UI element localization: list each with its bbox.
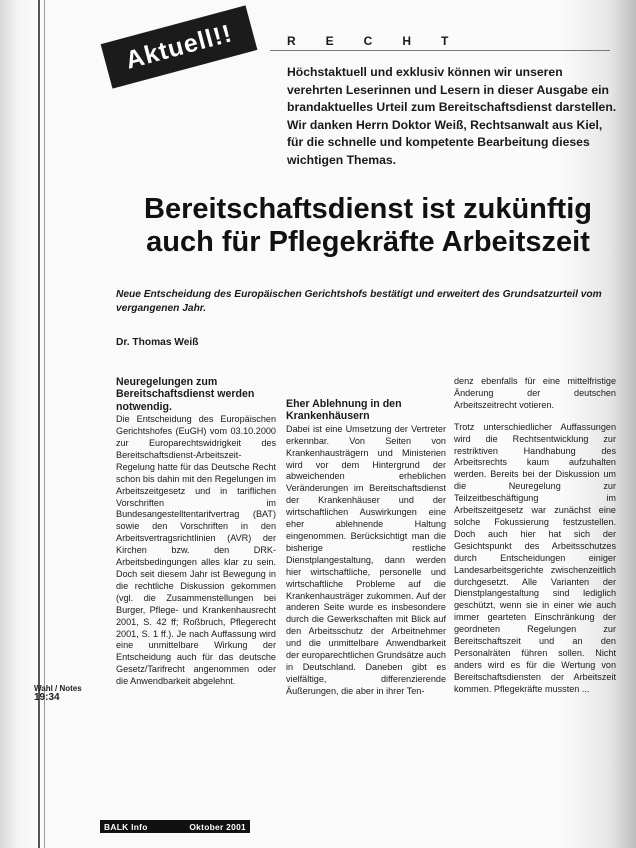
margin-note-line-1: Wahl / Notes bbox=[34, 684, 82, 693]
section-divider bbox=[270, 50, 610, 51]
article-column-1 bbox=[116, 376, 276, 688]
margin-handwriting bbox=[34, 684, 98, 702]
footer-publication: BALK Info bbox=[104, 821, 148, 832]
article-subheadline: Neue Entscheidung des Europäischen Gerichtshofs bestätigt und erweitert des Grundsatzurteil vom vergangenen Jahr. bbox=[116, 289, 602, 314]
margin-note-line-2: 19:34 bbox=[34, 692, 60, 703]
stamp-text: Aktuell!! bbox=[122, 18, 236, 75]
column-2-spacer bbox=[286, 376, 446, 398]
binding-line bbox=[44, 0, 45, 848]
column-3-paragraph-2: Trotz unterschiedlicher Auffassungen wird die Rechtsentwicklung zur restriktiven Handhabung des Arbeitsrechts kaum aufzuhalten werden. Bereits bei der Diskussion um die Neuregelung zur Teilzeitbeschäftigung im Arbeitszeitgesetz war zunächst eine solche Fokussierung festzustellen. Doch auch hier hat sich der Gesichtspunkt des Arbeitsschutzes durch Entscheidungen einiger Landesarbeitsgerichte zwischenzeitlich durchgesetzt. Alle Varianten der Dienstplangestaltung sind lediglich geschützt, wenn sie in einer wie auch immer gearteten Einschränkung der geordneten Regelungen zur Bereitschaftszeit und an den Personalräten führen sollen. Nicht anders wird es für die Wertung von Bereitschaftsdiensten der Arbeitszeit kommen. Pflegekräfte mussten ... bbox=[454, 421, 616, 694]
binding-shadow bbox=[38, 0, 40, 848]
column-1-heading: Neuregelungen zum Bereitschaftsdienst werden notwendig. bbox=[116, 376, 255, 413]
column-2-heading: Eher Ablehnung in den Krankenhäusern bbox=[286, 398, 402, 423]
intro-paragraph: Höchstaktuell und exklusiv können wir unseren verehrten Leserinnen und Lesern in dieser Ausgabe ein brandaktuelles Urteil zum Bereitschaftsdienst darstellen. Wir danken Herrn Doktor Weiß, Rechtsanwalt aus Kiel, für die schnelle und kompetente Bearbeitung dieses wichtigen Themas. bbox=[287, 65, 617, 167]
footer-date: Oktober 2001 bbox=[189, 821, 246, 832]
page-footer bbox=[100, 820, 250, 833]
section-label: RECHT bbox=[287, 34, 479, 48]
article-column-3 bbox=[454, 376, 616, 696]
article-author: Dr. Thomas Weiß bbox=[116, 337, 199, 348]
column-1-text: Die Entscheidung des Europäischen Gerichtshofes (EuGH) vom 03.10.2000 zur Europarechtswidrigkeit des Bereitschaftsdienst-Arbeitszeit-Regelung hatte für das Deutsche Recht schon bis dahin mit den Regelungen im Arbeitszeitgesetz und in tariflichen Vorschriften im Bundesangestelltentarifvertrag (BAT) sowie den Vorschriften in den Arbeitsvertragsrichtlinien (AVR) der Kirchen bzw. den DRK-Arbeitsbedingungen alles klar zu sein. Doch seit diesem Jahr ist Bewegung in die rechtliche Diskussion gekommen (vgl. die Zusammenstellungen bei Burger, Pflege- und Krankenhausrecht 2001, S. 42 ff; Roßbruch, Pflegerecht 2001, S. 1 ff.). Je nach Auffassung wird eine unmittelbare Wirkung der Entscheidung auch für das deutsche Gesetz/Tarifrecht angenommen oder die Anwendbarkeit abgelehnt. bbox=[116, 414, 276, 687]
article-headline: Bereitschaftsdienst ist zukünftig auch für Pflegekräfte Arbeitszeit bbox=[144, 193, 592, 258]
column-2-text: Dabei ist eine Umsetzung der Vertreter erkennbar. Von Seiten von Krankenhausträgern und Ministerien wird vor dem Hintergrund der abweichenden erheblichen Veränderungen im Bereitschaftsdienst der Krankenhäuser und der wirtschaftlichen Auswirkungen eine eher ablehnende Haltung eingenommen. Berücksichtigt man die bisherige restliche Dienstplangestaltung, dann werden hier wirtschaftliche, personelle und wirtschaftliche Probleme auf die Krankenhausträger zukommen. Auf der anderen Seite wurde es insbesondere durch die Gewerkschaften mit Blick auf den Arbeitsschutz der Arbeitnehmer und die unmittelbare Anwendbarkeit der europarechtlichen Grundsätze auch in Deutschland. Daneben gibt es vielfältige, differenzierende Äußerungen, die aber in ihrer Ten- bbox=[286, 423, 446, 696]
column-3-spacer bbox=[454, 412, 616, 422]
article-column-2 bbox=[286, 376, 446, 698]
column-3-paragraph-1: denz ebenfalls für eine mittelfristige Änderung der deutschen Arbeitszeitrecht votieren. bbox=[454, 376, 616, 410]
